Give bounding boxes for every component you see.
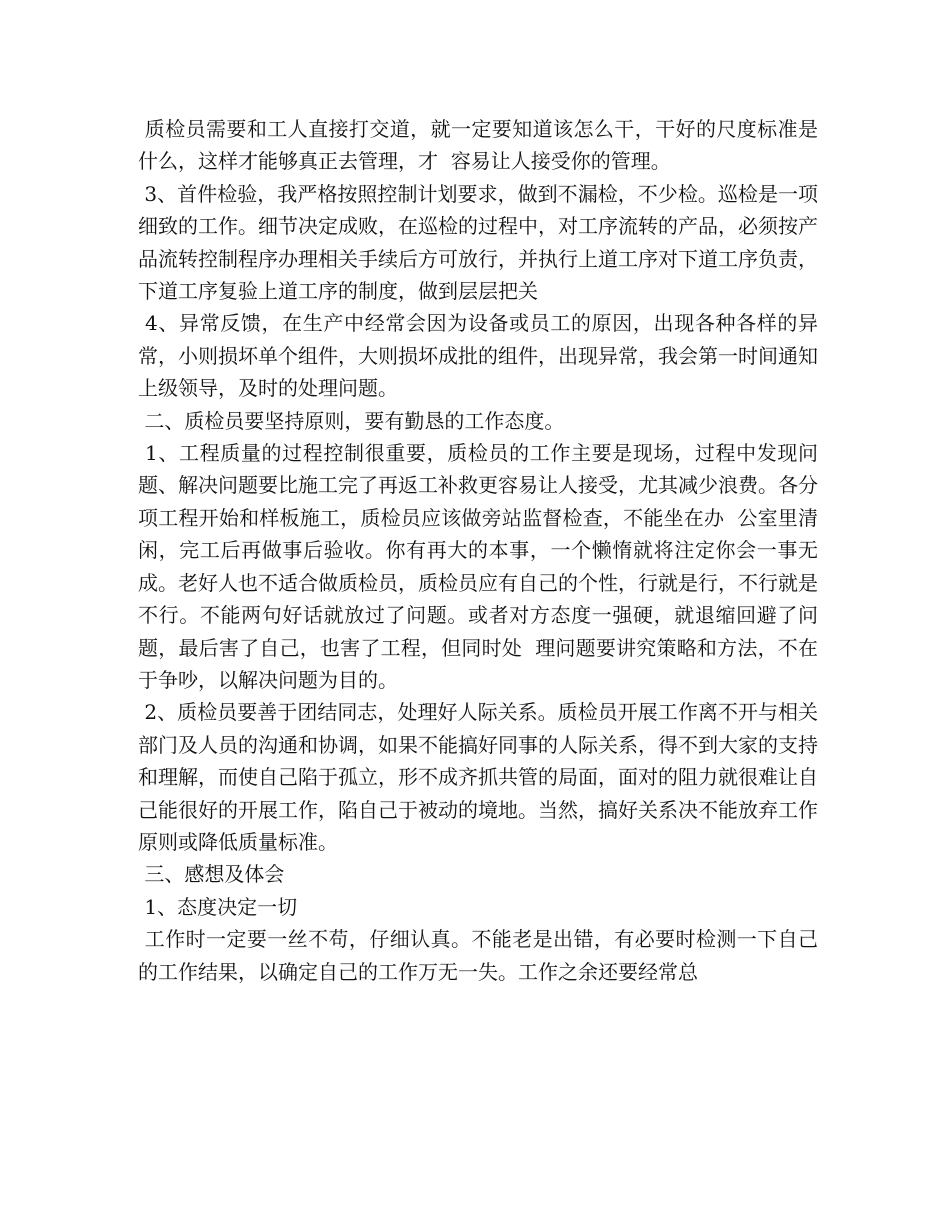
paragraph-inspector-role: 质检员需要和工人直接打交道，就一定要知道该怎么干，干好的尺度标准是什么，这样才能够真正去管理，才 容易让人接受你的管理。 [138,117,819,174]
section-heading-reflections: 三、感想及体会 [138,862,285,887]
document-page [138,113,818,988]
paragraph-first-article-inspection: 3、首件检验，我严格按照控制计划要求，做到不漏检，不少检。巡检是一项细致的工作。细节决定成败，在巡检的过程中，对工序流转的产品，必须按产品流转控制程序办理相关手续后方可放行，并执行上道工序对下道工序负责，下道工序复验上道工序的制度，做到层层把关 [138,181,818,304]
section-heading-principles: 二、质检员要坚持原则，要有勤恳的工作态度。 [138,408,565,433]
paragraph-work-carefully: 工作时一定要一丝不苟，仔细认真。不能老是出错，有必要时检测一下自己的工作结果，以确定自己的工作万无一失。工作之余还要经常总 [138,927,819,984]
subheading-attitude: 1、态度决定一切 [138,894,298,919]
paragraph-process-control: 1、工程质量的过程控制很重要，质检员的工作主要是现场，过程中发现问题、解决问题要比施工完了再返工补救更容易让人接受，尤其减少浪费。各分项工程开始和样板施工，质检员应该做旁站监督检查，不能坐在办 公室里清闲，完工后再做事后验收。你有再大的本事，一个懒惰就将注定你会一事无成。老好人也不适合做质检员，质检员应有自己的个性，行就是行，不行就是不行。不能两句好话就放过了问题。或者对方态度一强硬，就退缩回避了问题，最后害了自己，也害了工程，但同时处 理问题要讲究策略和方法，不在于争吵，以解决问题为目的。 [138,441,818,692]
paragraph-interpersonal-relations: 2、质检员要善于团结同志，处理好人际关系。质检员开展工作离不开与相关部门及人员的沟通和协调，如果不能搞好同事的人际关系，得不到大家的支持和理解，而使自己陷于孤立，形不成齐抓共管的局面，面对的阻力就很难让自己能很好的开展工作，陷自己于被动的境地。当然，搞好关系决不能放弃工作原则或降低质量标准。 [138,700,818,854]
paragraph-abnormal-feedback: 4、异常反馈，在生产中经常会因为设备或员工的原因，出现各种各样的异常，小则损坏单个组件，大则损坏成批的组件，出现异常，我会第一时间通知上级领导，及时的处理问题。 [138,311,818,401]
